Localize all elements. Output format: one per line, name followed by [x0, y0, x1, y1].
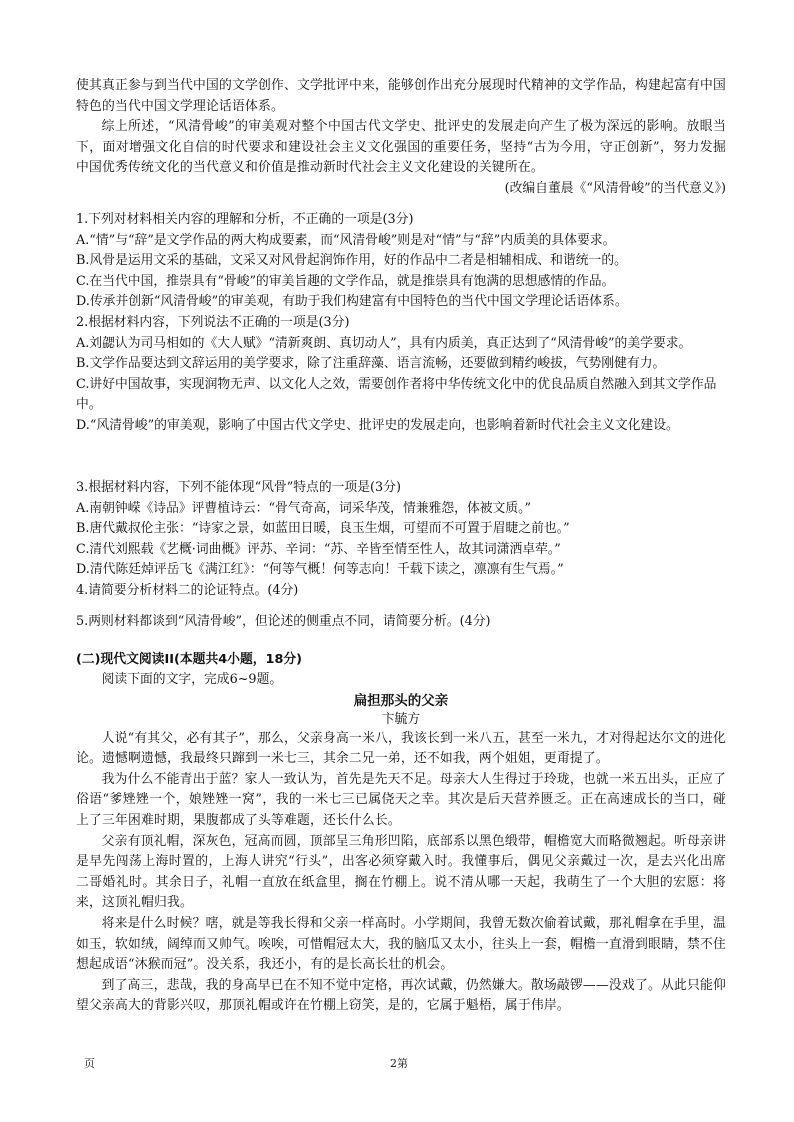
question-5 [76, 612, 726, 633]
material-para-1: 使其真正参与到当代中国的文学创作、文学批评中来，能够创作出充分展现时代精神的文学作品，构建起富有中国特色的当代中国文学理论话语体系。 [76, 78, 726, 114]
question-4 [76, 581, 726, 602]
q2-option-a: A.刘勰认为司马相如的《大人赋》“清新爽朗、真切动人”，具有内质美，真正达到了“风清骨峻”的美学要求。 [76, 335, 692, 351]
question-2 [76, 313, 726, 437]
article-title: 扁担那头的父亲 [353, 692, 449, 709]
material-para-2: 综上所述，“风清骨峻”的审美观对整个中国古代文学史、批评史的发展走向产生了极为深远的影响。放眼当下，面对增强文化自信的时代要求和建设社会主义文化强国的重要任务，坚持“古为今用，守正创新”，努力发掘中国优秀传统文化的当代意义和价值是推动新时代社会主义文化建设的关键所在。 [76, 119, 726, 176]
article-para-1: 人说“有其父，必有其子”，那么，父亲身高一米八，我该长到一米八五，甚至一米九，才对得起达尔文的进化论。遗憾啊遗憾，我最终只蹿到一米七三，其余二兄一弟，还不如我，两个姐姐，更甭提了。 [76, 730, 726, 767]
section-2-instruction: 阅读下面的文字，完成6~9题。 [101, 672, 283, 687]
q1-option-b: B.风骨是运用文采的基础，文采又对风骨起润饰作用，好的作品中二者是相辅相成、和谐统一的。 [76, 253, 627, 269]
q1-option-c: C.在当代中国，推崇具有“骨峻”的审美旨趣的文学作品，就是推崇具有饱满的思想感情的作品。 [76, 273, 615, 289]
q4-stem: 4.请简要分析材料二的论证特点。(4分) [76, 583, 299, 598]
q3-option-a: A.南朝钟嵘《诗品》评曹植诗云：“骨气奇高，词采华茂，情兼雅怨，体被文质。” [76, 500, 532, 516]
q3-option-c: C.清代刘熙载《艺概·词曲概》评苏、辛词：“苏、辛皆至情至性人，故其词潇洒卓荦。” [76, 541, 561, 557]
article-para-2: 我为什么不能青出于蓝？家人一致认为，首先是先天不足。母亲大人生得过于玲珑，也就一米五出头，正应了俗语“爹矬矬一个，娘矬矬一窝”，我的一米七三已属侥天之幸。其次是后天营养匮乏。正在高速成长的当口，碰上了三年困难时期，果腹都成了头等难题，还长什么长。 [76, 771, 726, 828]
q2-option-c: C.讲好中国故事，实现润物无声、以文化人之效，需要创作者将中华传统文化中的优良品质自然融入到其文学作品中。 [76, 376, 717, 413]
question-3 [76, 478, 726, 581]
section-2 [76, 650, 726, 1017]
q2-stem: 2.根据材料内容，下列说法不正确的一项是(3分) [76, 315, 350, 330]
article-para-3: 父亲有顶礼帽，深灰色，冠高而圆，顶部呈三角形凹陷，底部系以黑色缎带，帽檐宽大而略微翘起。听母亲讲是早先闯荡上海时置的，上海人讲究“行头”，出客必须穿戴入时。我懂事后，偶见父亲戴过一次，是去兴化出席二哥婚礼时。其余日子，礼帽一直放在纸盒里，搁在竹棚上。说不清从哪一天起，我萌生了一个大胆的宏愿：将来，这顶礼帽归我。 [76, 833, 726, 911]
q3-option-b: B.唐代戴叔伦主张：“诗家之景，如蓝田日暖，良玉生烟，可望而不可置于眉睫之前也。” [76, 521, 570, 537]
q1-stem: 1.下列对材料相关内容的理解和分析，不正确的一项是(3分) [76, 212, 414, 227]
q1-option-d: D.传承并创新“风清骨峻”的审美观，有助于我们构建富有中国特色的当代中国文学理论话语体系。 [76, 294, 628, 310]
q2-option-d: D.“风清骨峻”的审美观，影响了中国古代文学史、批评史的发展走向，也影响着新时代社会主义文化建设。 [76, 417, 679, 433]
section-2-heading: (二)现代文阅读II(本题共4小题，18分) [76, 652, 302, 667]
q5-stem: 5.两则材料都谈到“风清骨峻”，但论述的侧重点不同，请简要分析。(4分) [76, 614, 491, 629]
footer-page-label: 页 [84, 1057, 95, 1070]
article-para-5: 到了高三，悲哉，我的身高早已在不知不觉中定格，再次试戴，仍然嫌大。散场敲锣——没戏了。从此只能仰望父亲高大的背影兴叹，那顶礼帽或许在竹棚上窃笑，是的，它属于魁梧，属于伟岸。 [76, 977, 726, 1014]
question-1 [76, 210, 726, 313]
q3-option-d: D.清代陈廷焯评岳飞《满江红》：“何等气概！何等志向！千载下读之，凛凛有生气焉。” [76, 562, 564, 578]
article-author: 卞毓方 [381, 711, 421, 727]
q2-option-b: B.文学作品要达到文辞运用的美学要求，除了注重辞藻、语言流畅，还要做到精约峻拔，气势刚健有力。 [76, 356, 666, 372]
material-source: (改编自董晨《“风清骨峻”的当代意义》) [504, 180, 726, 196]
q1-option-a: A.“情”与“辞”是文学作品的两大构成要素，而“风清骨峻”则是对“情”与“辞”内质美的具体要求。 [76, 232, 616, 248]
material-block [76, 76, 726, 200]
q3-stem: 3.根据材料内容，下列不能体现“风骨”特点的一项是(3分) [76, 480, 401, 495]
article-para-4: 将来是什么时候？嗐，就是等我长得和父亲一样高时。小学期间，我曾无数次偷着试戴，那礼帽拿在手里，温如玉，软如绒，阔绰而又帅气。唉唉，可惜帽冠太大，我的脑瓜又太小，往头上一套，帽檐一直滑到眼睛，禁不住想起成语“沐猴而冠”。没关系，我还小，有的是长高长壮的机会。 [76, 915, 726, 973]
footer-page-number: 2第 [390, 1057, 408, 1070]
